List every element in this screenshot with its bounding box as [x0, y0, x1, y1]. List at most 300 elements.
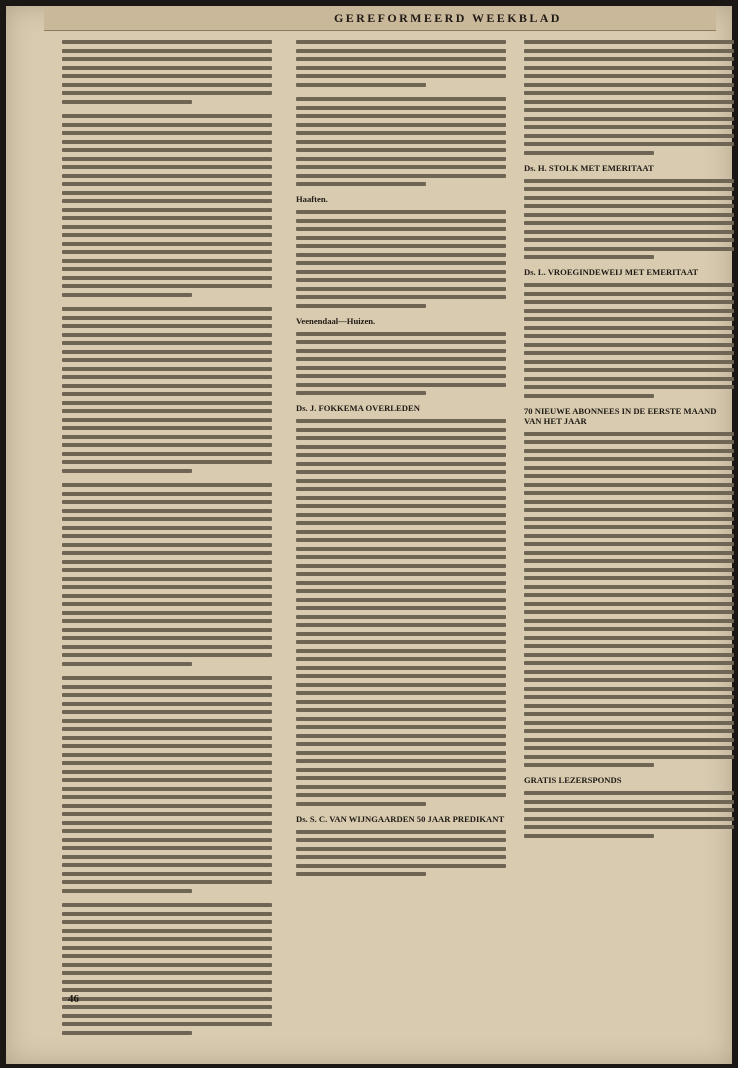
text-line: [62, 509, 272, 513]
text-line: [296, 244, 506, 248]
text-line: [296, 366, 506, 370]
text-line: [296, 521, 506, 525]
text-line: [524, 800, 734, 804]
text-line: [62, 1005, 272, 1009]
text-line: [62, 753, 272, 757]
text-line: [524, 474, 734, 478]
text-line: [296, 872, 426, 876]
text-line: [524, 721, 734, 725]
text-line: [524, 763, 654, 767]
text-line: [296, 66, 506, 70]
text-line: [524, 40, 734, 44]
text-line: [524, 204, 734, 208]
text-line: [62, 980, 272, 984]
masthead: [44, 6, 716, 31]
text-line: [62, 284, 272, 288]
text-line: [296, 640, 506, 644]
text-line: [524, 534, 734, 538]
text-line: [62, 693, 272, 697]
text-line: [296, 97, 506, 101]
text-line: [524, 746, 734, 750]
text-line: [62, 744, 272, 748]
text-line: [524, 568, 734, 572]
text-line: [62, 100, 192, 104]
text-line: [296, 236, 506, 240]
text-line: [296, 295, 506, 299]
text-line: [62, 259, 272, 263]
text-line: [524, 551, 734, 555]
text-line: [62, 736, 272, 740]
text-line: [62, 889, 192, 893]
text-line: [524, 791, 734, 795]
text-line: [296, 649, 506, 653]
text-line: [62, 903, 272, 907]
text-line: [296, 270, 506, 274]
text-line: [296, 691, 506, 695]
text-line: [524, 66, 734, 70]
text-line: [296, 855, 506, 859]
text-line: [296, 734, 506, 738]
text-line: [62, 795, 272, 799]
text-line: [62, 912, 272, 916]
text-line: [524, 738, 734, 742]
text-line: [62, 91, 272, 95]
text-line: [62, 653, 272, 657]
text-line: [62, 971, 272, 975]
text-line: [524, 678, 734, 682]
text-line: [524, 108, 734, 112]
text-line: [296, 131, 506, 135]
text-line: [524, 449, 734, 453]
text-line: [296, 227, 506, 231]
text-line: [524, 619, 734, 623]
text-line: [62, 341, 272, 345]
text-line: [524, 100, 734, 104]
text-line: [524, 125, 734, 129]
text-line: [296, 419, 506, 423]
text-line: [296, 547, 506, 551]
text-line: [524, 360, 734, 364]
text-line: [62, 534, 272, 538]
text-line: [524, 755, 734, 759]
text-line: [296, 674, 506, 678]
text-line: [524, 385, 734, 389]
text-line: [62, 821, 272, 825]
text-line: [62, 469, 192, 473]
text-line: [62, 628, 272, 632]
text-line: [524, 602, 734, 606]
text-line: [524, 309, 734, 313]
text-line: [62, 401, 272, 405]
text-line: [296, 57, 506, 61]
article-heading: Veenendaal—Huizen.: [296, 315, 376, 326]
text-line: [296, 83, 426, 87]
text-line: [296, 182, 426, 186]
text-line: [296, 632, 506, 636]
text-line: [296, 74, 506, 78]
article-heading: Ds. J. FOKKEMA OVERLEDEN: [296, 403, 420, 413]
text-line: [524, 49, 734, 53]
text-line: [62, 719, 272, 723]
text-line: [524, 334, 734, 338]
column-2: [296, 40, 506, 1030]
text-line: [296, 759, 506, 763]
text-line: [524, 808, 734, 812]
text-line: [296, 174, 506, 178]
text-line: [296, 708, 506, 712]
text-line: [524, 576, 734, 580]
text-line: [62, 199, 272, 203]
text-line: [296, 776, 506, 780]
text-line: [296, 802, 426, 806]
text-line: [524, 230, 734, 234]
text-line: [62, 131, 272, 135]
text-line: [296, 40, 506, 44]
text-line: [62, 216, 272, 220]
text-line: [296, 700, 506, 704]
text-line: [296, 751, 506, 755]
text-line: [296, 428, 506, 432]
text-line: [62, 148, 272, 152]
text-line: [296, 219, 506, 223]
text-line: [524, 670, 734, 674]
text-line: [524, 221, 734, 225]
text-line: [524, 636, 734, 640]
text-line: [296, 436, 506, 440]
text-line: [62, 157, 272, 161]
text-line: [62, 619, 272, 623]
text-line: [62, 526, 272, 530]
text-line: [62, 267, 272, 271]
text-line: [62, 946, 272, 950]
text-line: [62, 426, 272, 430]
text-line: [62, 543, 272, 547]
text-line: [524, 834, 654, 838]
text-line: [62, 611, 272, 615]
text-line: [62, 710, 272, 714]
text-line: [62, 500, 272, 504]
text-line: [62, 662, 192, 666]
text-line: [62, 761, 272, 765]
text-line: [524, 704, 734, 708]
text-line: [62, 880, 272, 884]
text-line: [296, 564, 506, 568]
text-line: [296, 462, 506, 466]
text-line: [62, 804, 272, 808]
text-line: [62, 358, 272, 362]
text-line: [524, 559, 734, 563]
text-line: [296, 479, 506, 483]
text-line: [524, 610, 734, 614]
text-line: [524, 627, 734, 631]
text-line: [62, 645, 272, 649]
text-line: [62, 770, 272, 774]
text-line: [62, 778, 272, 782]
text-line: [62, 460, 272, 464]
text-line: [62, 276, 272, 280]
text-line: [524, 368, 734, 372]
text-line: [524, 142, 734, 146]
text-line: [296, 830, 506, 834]
text-line: [62, 492, 272, 496]
text-line: [524, 300, 734, 304]
text-line: [524, 238, 734, 242]
text-line: [296, 391, 426, 395]
text-line: [62, 727, 272, 731]
text-line: [296, 785, 506, 789]
newspaper-page: [6, 6, 732, 1064]
text-line: [524, 457, 734, 461]
text-line: [62, 551, 272, 555]
column-3: [524, 40, 734, 1030]
text-line: [62, 954, 272, 958]
text-line: [524, 729, 734, 733]
text-line: [62, 443, 272, 447]
text-line: [296, 615, 506, 619]
text-line: [524, 466, 734, 470]
text-line: [296, 332, 506, 336]
article-heading: GRATIS LEZERSPONDS: [524, 775, 622, 785]
text-line: [62, 937, 272, 941]
text-line: [296, 123, 506, 127]
text-line: [62, 418, 272, 422]
text-line: [62, 452, 272, 456]
text-line: [524, 213, 734, 217]
text-line: [62, 636, 272, 640]
text-line: [62, 49, 272, 53]
text-line: [62, 1014, 272, 1018]
text-line: [62, 316, 272, 320]
text-line: [524, 653, 734, 657]
text-line: [62, 483, 272, 487]
text-line: [62, 174, 272, 178]
text-line: [524, 644, 734, 648]
text-line: [62, 114, 272, 118]
text-line: [62, 208, 272, 212]
text-line: [524, 196, 734, 200]
text-line: [62, 685, 272, 689]
text-line: [524, 542, 734, 546]
text-line: [62, 74, 272, 78]
text-line: [524, 687, 734, 691]
text-line: [296, 666, 506, 670]
text-line: [62, 350, 272, 354]
text-line: [296, 349, 506, 353]
text-line: [296, 572, 506, 576]
text-line: [296, 598, 506, 602]
text-line: [296, 49, 506, 53]
text-line: [524, 585, 734, 589]
text-line: [524, 695, 734, 699]
text-line: [296, 768, 506, 772]
text-line: [296, 340, 506, 344]
text-line: [296, 847, 506, 851]
text-line: [524, 712, 734, 716]
text-line: [62, 1022, 272, 1026]
text-line: [62, 568, 272, 572]
text-line: [62, 165, 272, 169]
text-line: [524, 351, 734, 355]
text-line: [524, 179, 734, 183]
article-heading: Ds. S. C. VAN WIJNGAARDEN 50 JAAR PREDIKANT: [296, 813, 505, 824]
text-line: [296, 487, 506, 491]
text-line: [524, 440, 734, 444]
text-line: [524, 343, 734, 347]
text-line: [296, 742, 506, 746]
text-line: [296, 717, 506, 721]
text-line: [62, 40, 272, 44]
text-line: [62, 57, 272, 61]
text-line: [524, 491, 734, 495]
text-line: [524, 57, 734, 61]
text-line: [62, 83, 272, 87]
text-line: [62, 123, 272, 127]
text-line: [62, 384, 272, 388]
text-line: [296, 581, 506, 585]
text-line: [62, 66, 272, 70]
text-line: [524, 151, 654, 155]
text-line: [62, 293, 192, 297]
article-heading: Ds. H. STOLK MET EMERITAAT: [524, 162, 654, 173]
text-line: [62, 863, 272, 867]
text-line: [296, 725, 506, 729]
text-line: [62, 333, 272, 337]
text-line: [62, 250, 272, 254]
text-line: [296, 589, 506, 593]
text-line: [524, 134, 734, 138]
text-line: [62, 517, 272, 521]
text-line: [62, 812, 272, 816]
text-line: [524, 500, 734, 504]
text-line: [296, 513, 506, 517]
text-line: [296, 304, 426, 308]
text-line: [62, 225, 272, 229]
text-line: [62, 375, 272, 379]
text-line: [296, 148, 506, 152]
text-line: [524, 74, 734, 78]
text-line: [524, 91, 734, 95]
text-line: [524, 83, 734, 87]
text-line: [62, 988, 272, 992]
text-line: [62, 560, 272, 564]
text-line: [62, 324, 272, 328]
text-line: [62, 997, 272, 1001]
text-line: [62, 367, 272, 371]
text-line: [296, 496, 506, 500]
text-line: [296, 383, 506, 387]
text-line: [296, 623, 506, 627]
text-line: [296, 538, 506, 542]
text-line: [524, 255, 654, 259]
text-line: [296, 530, 506, 534]
page-number: 46: [68, 993, 79, 1005]
column-1: [62, 40, 272, 1030]
article-heading: Ds. L. VROEGINDEWEIJ MET EMERITAAT: [524, 267, 699, 277]
text-line: [296, 261, 506, 265]
text-line: [62, 409, 272, 413]
text-line: [62, 594, 272, 598]
text-line: [296, 864, 506, 868]
text-line: [296, 445, 506, 449]
text-line: [62, 676, 272, 680]
text-line: [296, 357, 506, 361]
text-line: [296, 470, 506, 474]
text-line: [296, 165, 506, 169]
text-line: [524, 508, 734, 512]
text-line: [62, 872, 272, 876]
text-line: [62, 182, 272, 186]
article-heading: Haaften.: [296, 194, 328, 204]
text-line: [524, 517, 734, 521]
text-line: [296, 106, 506, 110]
text-line: [296, 657, 506, 661]
text-line: [524, 825, 734, 829]
text-line: [62, 963, 272, 967]
text-line: [62, 846, 272, 850]
text-line: [62, 602, 272, 606]
text-line: [296, 504, 506, 508]
text-line: [524, 317, 734, 321]
article-heading: 70 NIEUWE ABONNEES IN DE EERSTE MAAND VAN HET JAAR: [524, 405, 717, 426]
text-line: [296, 278, 506, 282]
text-line: [296, 606, 506, 610]
text-line: [524, 283, 734, 287]
text-line: [296, 253, 506, 257]
text-line: [62, 307, 272, 311]
text-line: [296, 287, 506, 291]
text-line: [296, 453, 506, 457]
text-line: [62, 1031, 192, 1035]
text-line: [62, 855, 272, 859]
text-line: [524, 292, 734, 296]
text-line: [296, 838, 506, 842]
text-line: [62, 577, 272, 581]
text-line: [524, 432, 734, 436]
masthead-title: GEREFORMEERD WEEKBLAD: [334, 11, 562, 25]
text-line: [524, 187, 734, 191]
text-line: [62, 920, 272, 924]
text-line: [524, 483, 734, 487]
text-line: [62, 829, 272, 833]
text-line: [62, 585, 272, 589]
text-line: [524, 326, 734, 330]
text-line: [62, 242, 272, 246]
text-line: [524, 394, 654, 398]
text-line: [524, 593, 734, 597]
text-line: [62, 392, 272, 396]
text-line: [524, 117, 734, 121]
text-line: [524, 525, 734, 529]
text-line: [524, 661, 734, 665]
text-line: [296, 210, 506, 214]
text-line: [62, 838, 272, 842]
text-line: [524, 247, 734, 251]
text-line: [62, 191, 272, 195]
text-line: [62, 140, 272, 144]
text-line: [524, 817, 734, 821]
text-line: [62, 233, 272, 237]
text-line: [296, 683, 506, 687]
text-line: [62, 435, 272, 439]
text-line: [296, 140, 506, 144]
text-line: [62, 787, 272, 791]
text-line: [524, 377, 734, 381]
text-line: [296, 555, 506, 559]
text-line: [62, 702, 272, 706]
text-line: [296, 157, 506, 161]
text-line: [296, 374, 506, 378]
text-line: [296, 793, 506, 797]
